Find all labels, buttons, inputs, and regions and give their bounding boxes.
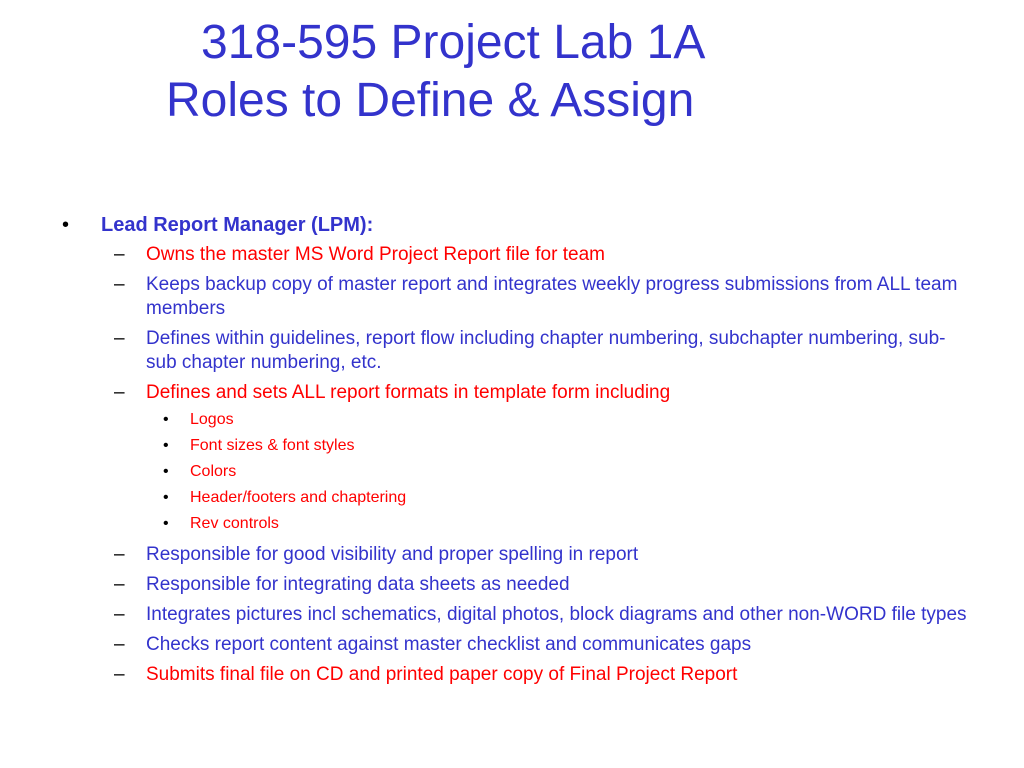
- list-item: [0, 327, 1024, 375]
- bullet-icon: •: [62, 214, 70, 236]
- role-heading: Lead Report Manager (LPM):: [101, 214, 374, 236]
- dash-icon: –: [114, 274, 125, 295]
- list-item: [0, 381, 1024, 405]
- sub-list-item-text: Rev controls: [190, 515, 279, 532]
- list-item-text: Responsible for integrating data sheets as needed: [146, 574, 570, 595]
- bullet-icon: •: [163, 411, 169, 428]
- sub-list-item-text: Font sizes & font styles: [190, 437, 355, 454]
- list-item: [0, 663, 1024, 687]
- dash-icon: –: [114, 604, 125, 625]
- list-item-text: Integrates pictures incl schematics, digital photos, block diagrams and other non-WORD file types: [146, 604, 967, 625]
- sub-list-item: [0, 410, 1024, 430]
- list-item-text: Keeps backup copy of master report and integrates weekly progress submissions from ALL team members: [146, 274, 958, 319]
- dash-icon: –: [114, 244, 125, 265]
- sub-list-item: [0, 514, 1024, 534]
- bullet-icon: •: [163, 463, 169, 480]
- bullet-icon: •: [163, 489, 169, 506]
- list-item: [0, 273, 1024, 321]
- dash-icon: –: [114, 664, 125, 685]
- list-item: [0, 603, 1024, 627]
- format-subitems: [0, 410, 1024, 534]
- dash-icon: –: [114, 574, 125, 595]
- slide-title: [0, 14, 1024, 130]
- sub-list-item-text: Logos: [190, 411, 234, 428]
- bullet-icon: •: [163, 437, 169, 454]
- sub-list-item-text: Colors: [190, 463, 237, 480]
- list-item: [0, 633, 1024, 657]
- sub-list-item-text: Header/footers and chaptering: [190, 489, 407, 506]
- sub-list-item: [0, 488, 1024, 508]
- slide-title-line-1: 318-595 Project Lab 1A: [201, 16, 706, 69]
- list-item-text: Submits final file on CD and printed paper copy of Final Project Report: [146, 664, 738, 685]
- list-item-text: Defines and sets ALL report formats in template form including: [146, 382, 671, 403]
- list-item-text: Defines within guidelines, report flow including chapter numbering, subchapter numbering, sub-sub chapter numbering, etc.: [146, 328, 946, 373]
- dash-icon: –: [114, 634, 125, 655]
- list-item-text: Checks report content against master checklist and communicates gaps: [146, 634, 752, 655]
- list-item: [0, 543, 1024, 567]
- role-heading-item: [0, 212, 1024, 238]
- sub-list-item: [0, 436, 1024, 456]
- slide-title-line-2: Roles to Define & Assign: [166, 74, 695, 127]
- dash-icon: –: [114, 328, 125, 349]
- list-item-text: Owns the master MS Word Project Report file for team: [146, 244, 605, 265]
- list-item: [0, 243, 1024, 267]
- list-item: [0, 573, 1024, 597]
- dash-icon: –: [114, 382, 125, 403]
- sub-list-item: [0, 462, 1024, 482]
- list-item-text: Responsible for good visibility and proper spelling in report: [146, 544, 639, 565]
- dash-icon: –: [114, 544, 125, 565]
- slide-body: [0, 212, 1024, 693]
- bullet-icon: •: [163, 515, 169, 532]
